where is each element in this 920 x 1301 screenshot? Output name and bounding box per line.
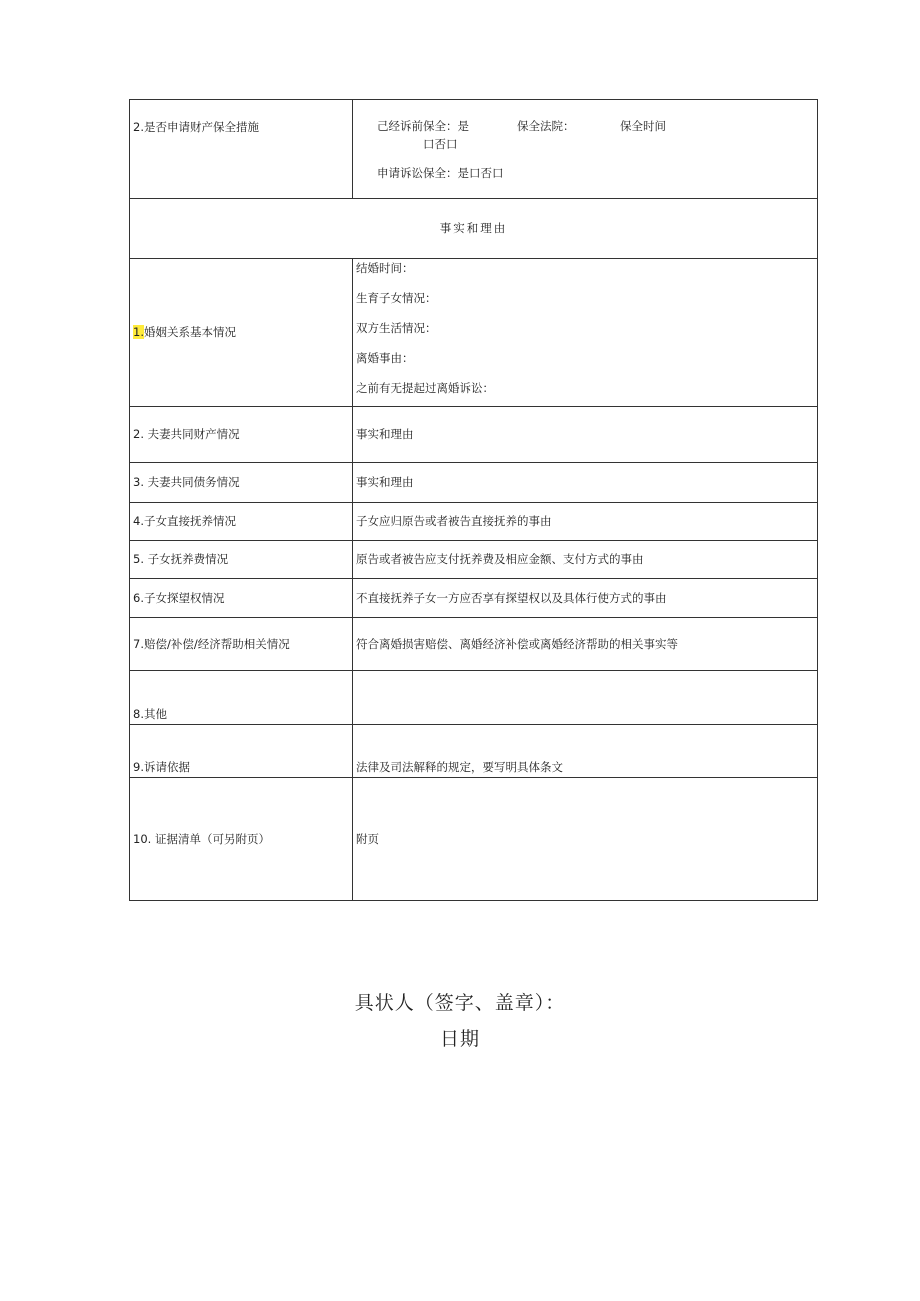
marriage-row [130, 259, 818, 407]
table-row [130, 618, 818, 671]
table-row [130, 503, 818, 541]
evidence-label: 10. 证据清单（可另附页） [130, 778, 353, 901]
table-row [130, 541, 818, 579]
section-title: 事实和理由 [130, 199, 818, 259]
other-label: 8.其他 [130, 671, 353, 725]
table-row [130, 725, 818, 778]
marriage-item: 之前有无提起过离婚诉讼： [356, 381, 494, 395]
marriage-details [353, 259, 818, 407]
table-row [130, 463, 818, 503]
row-label: 5. 子女抚养费情况 [130, 541, 353, 579]
preservation-label: 2.是否申请财产保全措施 [130, 100, 353, 199]
table-row [130, 579, 818, 618]
row-label: 2. 夫妻共同财产情况 [130, 407, 353, 463]
row-label: 7.赔偿/补偿/经济帮助相关情况 [130, 618, 353, 671]
marriage-item: 生育子女情况： [356, 291, 437, 305]
preservation-time-label: 保全时间 [620, 119, 666, 133]
evidence-value: 附页 [353, 778, 818, 901]
pre-suit-preservation-no: 口否口 [423, 137, 458, 151]
table-row [130, 671, 818, 725]
pre-suit-preservation-yes: 己经诉前保全：是 [377, 119, 469, 133]
marriage-item: 双方生活情况： [356, 321, 437, 335]
table-row [130, 778, 818, 901]
marriage-label: 婚姻关系基本情况 [143, 325, 236, 340]
preservation-options [353, 100, 818, 199]
preservation-court-label: 保全法院： [517, 119, 575, 133]
marriage-number-highlight: 1. [133, 325, 144, 340]
row-value: 子女应归原告或者被告直接抚养的事由 [353, 503, 818, 541]
row-label: 4.子女直接抚养情况 [130, 503, 353, 541]
row-label: 6.子女探望权情况 [130, 579, 353, 618]
row-value: 事实和理由 [353, 463, 818, 503]
section-title-row [130, 199, 818, 259]
facts-table [129, 99, 818, 901]
marriage-label-cell [130, 259, 353, 407]
other-value [353, 671, 818, 725]
row-value: 事实和理由 [353, 407, 818, 463]
signer-line: 具状人（签字、盖章）： [354, 992, 566, 1014]
marriage-item: 离婚事由： [356, 351, 414, 365]
date-line: 日期 [439, 1028, 480, 1050]
table-row [130, 407, 818, 463]
row-value: 符合离婚损害赔偿、离婚经济补偿或离婚经济帮助的相关事实等 [353, 618, 818, 671]
basis-label: 9.诉请依据 [130, 725, 353, 778]
basis-value: 法律及司法解释的规定，要写明具体条文 [353, 725, 818, 778]
preservation-row [130, 100, 818, 199]
row-value: 原告或者被告应支付抚养费及相应金额、支付方式的事由 [353, 541, 818, 579]
row-value: 不直接抚养子女一方应否享有探望权以及具体行使方式的事由 [353, 579, 818, 618]
litigation-preservation-line: 申请诉讼保全：是口否口 [377, 166, 504, 180]
marriage-item: 结婚时间： [356, 261, 414, 275]
row-label: 3. 夫妻共同债务情况 [130, 463, 353, 503]
